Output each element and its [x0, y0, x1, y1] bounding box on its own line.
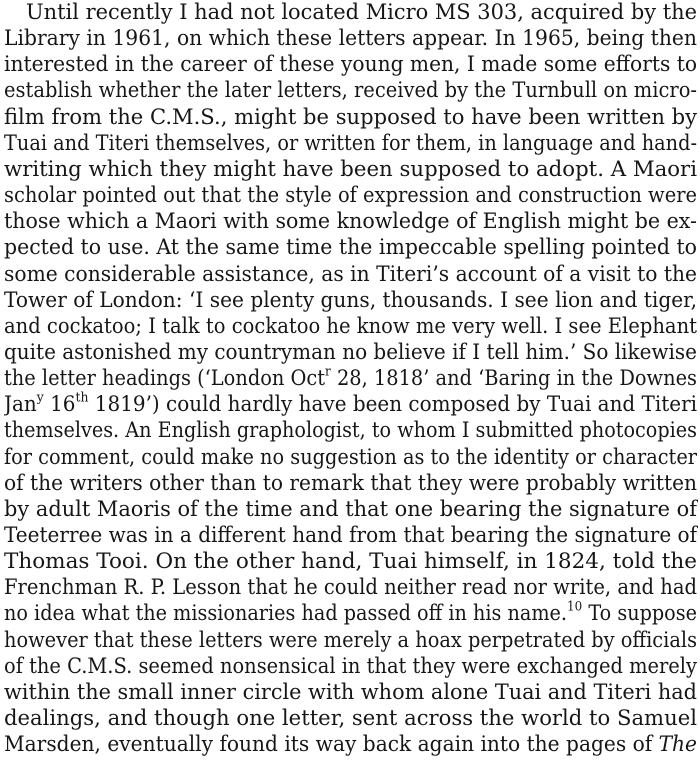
text-run: Frenchman R. P. Lesson that he could neither read nor write, and had — [4, 575, 697, 601]
text-line — [4, 105, 697, 131]
text-run: establish whether the later letters, received by the Turnbull on micro- — [4, 78, 697, 104]
text-line — [4, 78, 697, 104]
text-run: Teeterree was in a different hand from that bearing the signature of — [4, 523, 697, 548]
text-run: quite astonished my countryman no believe if I tell him.’ So likewise — [4, 339, 697, 365]
text-line — [4, 209, 697, 235]
text-run: of the C.M.S. seemed nonsensical in that they were exchanged merely — [4, 653, 697, 679]
text-run: some considerable assistance, as in Titeri’s account of a visit to the — [4, 261, 697, 287]
text-run: and cockatoo; I talk to cockatoo he know me very well. I see Elephant — [4, 313, 697, 339]
text-line — [4, 26, 697, 52]
text-line — [4, 445, 697, 471]
text-line — [4, 471, 697, 497]
text-run: for comment, could make no suggestion as to the identity or character — [4, 444, 697, 470]
text-run: within the small inner circle with whom alone Tuai and Titeri had — [4, 679, 697, 705]
text-line — [4, 340, 697, 366]
text-run: the letter headings (‘London Oct — [4, 366, 326, 392]
text-run: pected to use. At the same time the impeccable spelling pointed to — [4, 235, 697, 261]
text-run: Tuai and Titeri themselves, or written for them, in language and hand- — [4, 130, 697, 156]
text-run: Library in 1961, on which these letters appear. In 1965, being then — [4, 26, 697, 52]
superscript: y — [36, 390, 44, 406]
superscript: th — [75, 390, 89, 406]
italic-text: The — [658, 732, 697, 758]
text-line — [4, 262, 697, 288]
text-run: To suppose — [582, 601, 697, 627]
text-line — [4, 523, 697, 549]
text-line — [4, 549, 697, 575]
text-run: dealings, and though one letter, sent across the world to Samuel — [4, 706, 697, 732]
text-line — [4, 732, 697, 758]
text-line — [4, 392, 697, 418]
text-line — [4, 654, 697, 680]
text-line — [4, 52, 697, 78]
text-run: of the writers other than to remark that they were probably written — [4, 470, 697, 496]
text-line — [4, 575, 697, 601]
text-run: 28, 1818’ and ‘Baring in the Downes — [330, 366, 697, 392]
text-run: by adult Maoris of the time and that one bearing the signature of — [4, 496, 697, 522]
superscript: r — [325, 364, 331, 380]
text-run: 16 — [43, 392, 76, 418]
document-page — [4, 0, 698, 774]
text-line — [4, 706, 697, 732]
text-run: those which a Maori with some knowledge of English might be ex- — [4, 209, 697, 235]
text-line — [4, 288, 697, 314]
text-run: interested in the career of these young men, I made some efforts to — [4, 52, 697, 78]
text-run: writing which they might have been supposed to adopt. A Maori — [4, 156, 697, 182]
text-run: 1819’) could hardly have been composed by Tuai and Titeri — [88, 392, 697, 418]
text-run: film from the C.M.S., might be supposed to have been written by — [4, 104, 697, 130]
text-line — [4, 418, 697, 444]
text-line — [4, 628, 697, 654]
text-run: no idea what the missionaries had passed off in his name. — [4, 601, 568, 627]
text-run: Jan — [4, 392, 37, 418]
text-line — [4, 680, 697, 706]
text-line — [4, 601, 697, 627]
text-run: Tower of London: ‘I see plenty guns, thousands. I see lion and tiger, — [4, 287, 697, 313]
text-line — [4, 235, 697, 261]
text-line — [26, 0, 697, 26]
text-line — [4, 497, 697, 523]
text-line — [4, 183, 697, 209]
text-run: Marsden, eventually found its way back again into the pages of — [4, 732, 659, 758]
footnote-reference: 10 — [567, 599, 583, 615]
text-line — [4, 314, 697, 340]
text-run: scholar pointed out that the style of expression and construction were — [4, 183, 697, 209]
text-run: Until recently I had not located Micro MS 303, acquired by the — [26, 0, 697, 25]
text-line — [4, 131, 697, 157]
text-run: Thomas Tooi. On the other hand, Tuai himself, in 1824, told the — [4, 549, 697, 575]
text-line — [4, 366, 697, 392]
text-run: themselves. An English graphologist, to whom I submitted photocopies — [4, 418, 697, 444]
text-line — [4, 157, 697, 183]
text-run: however that these letters were merely a hoax perpetrated by officials — [4, 627, 697, 653]
